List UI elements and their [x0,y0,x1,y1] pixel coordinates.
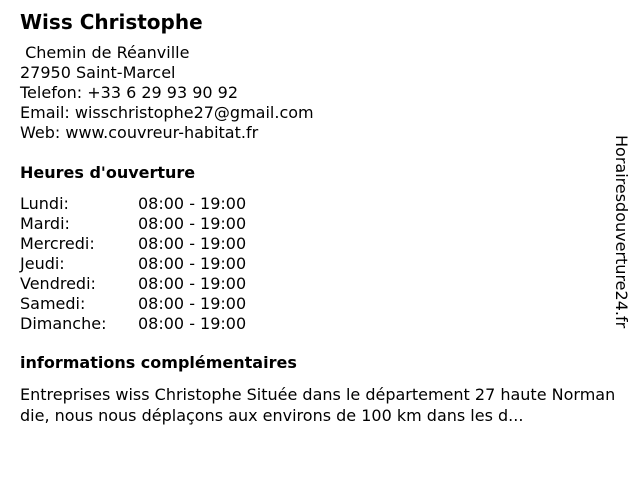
opening-hours-heading: Heures d'ouverture [20,163,196,182]
day-hours: 08:00 - 19:00 [138,274,247,293]
day-hours: 08:00 - 19:00 [138,314,247,333]
street-address: Chemin de Réanville [20,43,190,62]
hours-row-thursday [20,254,246,274]
additional-info-text: Entreprises wiss Christophe Située dans le département 27 haute Normandie, nous nous déplaçons aux environs de 100 km dans les d... [20,385,616,425]
website-address: Web: www.couvreur-habitat.fr [20,123,259,142]
day-label: Jeudi: [20,254,65,273]
hours-row-friday [20,274,246,294]
additional-info-heading: informations complémentaires [20,353,297,372]
hours-row-tuesday [20,214,246,234]
contact-block [20,43,314,143]
hours-row-saturday [20,294,246,314]
day-hours: 08:00 - 19:00 [138,254,247,273]
hours-row-monday [20,194,246,214]
day-label: Vendredi: [20,274,96,293]
day-hours: 08:00 - 19:00 [138,234,247,253]
day-label: Mercredi: [20,234,95,253]
city-postcode: 27950 Saint-Marcel [20,63,176,82]
email-address: Email: wisschristophe27@gmail.com [20,103,314,122]
day-label: Samedi: [20,294,86,313]
hours-row-sunday [20,314,246,334]
hours-row-wednesday [20,234,246,254]
day-label: Lundi: [20,194,69,213]
business-name: Wiss Christophe [20,10,203,34]
day-hours: 08:00 - 19:00 [138,194,247,213]
site-watermark: Horairesdouverture24.fr [612,135,631,329]
day-label: Dimanche: [20,314,107,333]
day-hours: 08:00 - 19:00 [138,214,247,233]
phone-number: Telefon: +33 6 29 93 90 92 [20,83,239,102]
day-label: Mardi: [20,214,70,233]
day-hours: 08:00 - 19:00 [138,294,247,313]
opening-hours-table [20,194,246,334]
